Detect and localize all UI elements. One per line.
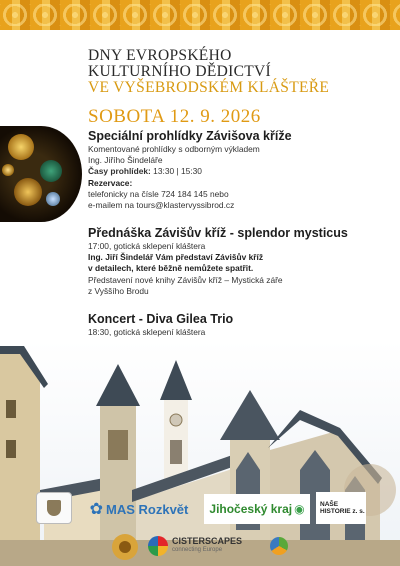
concert-heading: Koncert - Diva Gilea Trio [88,312,234,326]
event-date: SOBOTA 12. 9. 2026 [88,106,261,127]
title-line-3: VE VYŠEBRODSKÉM KLÁŠTEŘE [88,79,330,96]
lecture-line-3: v detailech, které běžně nemůžete spatřit. [88,263,254,274]
mas-label: MAS Rozkvět [106,501,189,517]
concert-line-1: 18:30, gotická sklepení kláštera [88,327,206,337]
cisterscapes-icon [148,536,168,556]
tours-times-label: Časy prohlídek: [88,166,151,177]
lecture-line-2: Ing. Jiří Šindelář Vám představí Závišův kříž [88,252,264,263]
lecture-line-1: 17:00, gotická sklepení kláštera [88,241,206,251]
nase-line-2: HISTORIE z. s. [320,508,365,515]
tours-line-1: Komentované prohlídky s odborným výkladem [88,144,260,154]
monastery-crest-logo [36,492,72,524]
tours-times-value: 13:30 | 15:30 [153,166,202,177]
mas-flower-icon: ✿ [89,501,104,518]
title-line-2: KULTURNÍHO DĚDICTVÍ [88,63,271,80]
decorative-top-band [0,0,400,30]
kraj-label: Jihočeský kraj [209,502,293,516]
section-lecture [88,226,388,297]
cisterscapes-sub: connecting Europe [172,547,223,553]
nase-line-1: NAŠE [320,501,339,508]
nase-historie-logo [316,492,366,524]
title-line-1: DNY EVROPSKÉHO [88,47,232,64]
lecture-heading: Přednáška Závišův kříž - splendor mysticus [88,226,348,240]
tours-line-2: Ing. Jiřího Šindeláře [88,155,163,166]
cross-photo [0,126,82,222]
lecture-line-5: z Vyššího Brodu [88,285,149,296]
mas-rozkvet-logo [80,496,198,522]
event-title [88,48,388,96]
tours-email[interactable]: e-mailem na tours@klastervyssibrod.cz [88,200,235,211]
tours-reservation-label: Rezervace: [88,177,133,188]
tours-times [88,166,388,177]
map-pin-icon: ◉ [294,502,305,516]
colorful-logo [268,534,290,558]
partner-logos [0,488,400,566]
cisterscapes-label: CISTERSCAPES [172,536,243,546]
tours-phone: telefonicky na čísle 724 184 145 nebo [88,188,229,199]
tours-heading: Speciální prohlídky Závišova kříže [88,129,292,143]
lecture-line-4: Představení nové knihy Závišův kříž – Mystická záře [88,274,283,285]
jihocesky-kraj-logo [204,494,310,524]
section-tours [88,129,388,211]
cisterscapes-logo [148,532,258,560]
round-crest-logo [112,534,138,560]
